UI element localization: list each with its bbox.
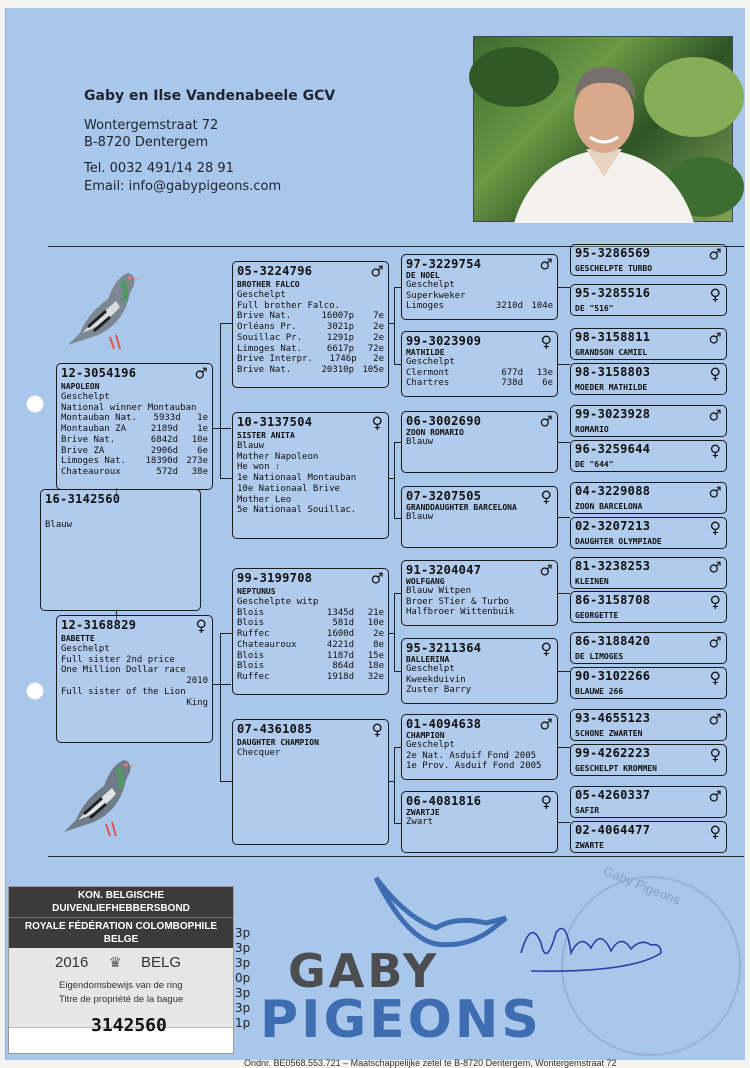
owner-name: Gaby en Ilse Vandenabeele GCV (84, 88, 336, 104)
footer-legal: Ondnr. BE0568.553.721 – Maatschappelijke zetel te B-8720 Dentergem, Wontergemstraat 72 (244, 1058, 617, 1068)
great-grandparent-card[interactable] (401, 791, 558, 853)
details: Geschelpt Clermont 677d 13e Chartres 738d 6e (406, 357, 553, 388)
great-grandparent-card[interactable] (401, 560, 558, 626)
pigeon-name: SCHONE ZWARTEN (575, 729, 643, 738)
ring-number: 99-4262223 (575, 746, 651, 760)
ring-number: 99-3023928 (575, 407, 651, 421)
ring-number: 98-3158803 (575, 365, 651, 379)
female-icon: ♀ (709, 440, 721, 462)
card-title-fr: ROYALE FÉDÉRATION COLOMBOPHILE BELGE (9, 917, 233, 948)
connector-line (558, 517, 570, 518)
ring-number: 05-3224796 (237, 264, 313, 278)
great-grandparent-card[interactable] (401, 331, 558, 397)
pigeon-name: GESCHELPTE TURBO (575, 264, 653, 273)
ring-number: 96-3259644 (575, 442, 651, 456)
paternal-grandfather-card[interactable] (232, 261, 389, 388)
punch-hole (26, 395, 44, 413)
details: Blauw Witpen Broer STier & Turbo Halfbroer Wittenbuik (406, 586, 515, 617)
details: Blauw (406, 437, 434, 447)
side-text: 3p (235, 926, 251, 940)
punch-hole (26, 682, 44, 700)
ancestor-card-gen4[interactable] (570, 405, 727, 437)
pigeon-name: DE "516" (575, 304, 614, 313)
owner-street: Wontergemstraat 72 (84, 118, 219, 133)
ring-number: 86-3188420 (575, 634, 651, 648)
pigeon-name: WOLFGANG (406, 577, 445, 586)
pigeon-name: DE NOEL (406, 271, 440, 280)
pigeon-name: GRANDDAUGHTER BARCELONA (406, 503, 517, 512)
pigeon-illustration-bottom (54, 750, 144, 845)
ring-number: 10-3137504 (237, 415, 313, 429)
ancestor-card-gen4[interactable] (570, 744, 727, 776)
male-icon: ♂ (709, 786, 721, 808)
pigeon-name: BABETTE (61, 634, 95, 643)
connector-line (389, 323, 395, 324)
details: Geschelpt Superkweker Limoges 3210d 104e (406, 280, 553, 311)
connector-line (394, 442, 395, 518)
ring-number: 90-3102266 (575, 669, 651, 683)
card-year: 2016 (55, 954, 89, 971)
male-icon: ♂ (709, 244, 721, 266)
male-icon: ♂ (195, 363, 207, 385)
pigeon-name: DAUGHTER OLYMPIADE (575, 537, 662, 546)
ancestor-card-gen4[interactable] (570, 821, 727, 853)
owner-city: B-8720 Dentergem (84, 135, 209, 150)
ring-number: 04-3229088 (575, 484, 651, 498)
card-country: BELG (141, 954, 182, 971)
female-icon: ♀ (371, 412, 383, 434)
female-icon: ♀ (709, 284, 721, 306)
male-icon: ♂ (709, 557, 721, 579)
female-icon: ♀ (540, 638, 552, 660)
female-icon: ♀ (195, 615, 207, 637)
pigeon-name: MATHILDE (406, 348, 445, 357)
connector-line (558, 442, 570, 443)
color: Blauw (45, 520, 73, 530)
ring-number: 93-4655123 (575, 711, 651, 725)
connector-line (558, 593, 570, 594)
details: Geschelpt 2e Nat. Asduif Fond 2005 1e Prov. Asduif Fond 2005 (406, 740, 542, 771)
pigeon-name: ZOON BARCELONA (575, 502, 643, 511)
pigeon-name: SISTER ANITA (237, 431, 295, 440)
ring-number: 95-3211364 (406, 641, 482, 655)
card-label-nl: Eigendomsbewijs van de ring (59, 980, 183, 991)
pigeon-name: NAPOLEON (61, 382, 100, 391)
female-icon: ♀ (709, 591, 721, 613)
ring-number: 07-4361085 (237, 722, 313, 736)
stamp-text: Gaby Pigeons (601, 863, 683, 908)
connector-line (394, 442, 401, 443)
ring-number: 06-4081816 (406, 794, 482, 808)
great-grandparent-card[interactable] (401, 411, 558, 473)
male-icon: ♂ (540, 411, 552, 433)
logo-pigeons-text: PIGEONS (260, 990, 542, 1050)
connector-line (394, 671, 401, 672)
pigeon-name: BROTHER FALCO (237, 280, 300, 289)
pigeon-name: MOEDER MATHILDE (575, 383, 648, 392)
male-icon: ♂ (540, 254, 552, 276)
male-icon: ♂ (709, 328, 721, 350)
male-icon: ♂ (709, 632, 721, 654)
ring-number: 02-4064477 (575, 823, 651, 837)
pigeon-name: GESCHELPT KROMMEN (575, 764, 657, 773)
pigeon-name: SAFIR (575, 806, 600, 815)
connector-line (394, 364, 401, 365)
ancestor-card-gen4[interactable] (570, 440, 727, 472)
ring-number: 95-3285516 (575, 286, 651, 300)
male-icon: ♂ (709, 405, 721, 427)
side-text: 0p (235, 971, 251, 985)
pigeon-name: DAUGHTER CHAMPION (237, 738, 319, 747)
maternal-grandfather-card[interactable] (232, 568, 389, 695)
bottom-divider (48, 856, 744, 857)
connector-line (389, 478, 395, 479)
ring-number: 81-3238253 (575, 559, 651, 573)
ancestor-card-gen4[interactable] (570, 667, 727, 699)
side-text: 3p (235, 941, 251, 955)
subject-pigeon-card[interactable] (40, 489, 201, 611)
ancestor-card-gen4[interactable] (570, 591, 727, 623)
pigeon-name: BALLERINA (406, 655, 450, 664)
female-icon: ♀ (540, 331, 552, 353)
connector-line (394, 593, 401, 594)
details: Checquer (237, 748, 281, 758)
female-icon: ♀ (709, 517, 721, 539)
card-title-nl: KON. BELGISCHE DUIVENLIEFHEBBERSBOND (9, 887, 233, 917)
details: Geschelpt Kweekduivin Zuster Barry (406, 664, 472, 695)
ring-number: 12-3168829 (61, 618, 137, 632)
ancestor-card-gen4[interactable] (570, 244, 727, 276)
owner-email[interactable]: Email: info@gabypigeons.com (84, 179, 282, 194)
male-icon: ♂ (709, 709, 721, 731)
female-icon: ♀ (709, 363, 721, 385)
connector-line (558, 747, 570, 748)
female-icon: ♀ (540, 791, 552, 813)
ring-number: 07-3207505 (406, 489, 482, 503)
pigeon-name: ROMARIO (575, 425, 609, 434)
card-label-fr: Titre de propriété de la bague (59, 994, 184, 1005)
great-grandparent-card[interactable] (401, 638, 558, 704)
connector-line (389, 633, 395, 634)
paternal-grandmother-card[interactable] (232, 412, 389, 539)
pigeon-name: ZWARTE (575, 841, 604, 850)
connector-line (558, 364, 570, 365)
ancestor-card-gen4[interactable] (570, 786, 727, 818)
ring-number: 12-3054196 (61, 366, 137, 380)
father-card[interactable] (56, 363, 213, 490)
ring-number: 99-3199708 (237, 571, 313, 585)
ancestor-card-gen4[interactable] (570, 284, 727, 316)
connector-line (394, 593, 395, 671)
details: Geschelpt Full sister 2nd price One Million Dollar race 2010 Full sister of the Lion King (61, 644, 208, 708)
pigeon-name: CHAMPION (406, 731, 445, 740)
connector-line (389, 781, 395, 782)
ancestor-card-gen4[interactable] (570, 557, 727, 589)
connector-line (394, 747, 395, 823)
connector-line (394, 287, 395, 364)
pigeon-name: ZOON ROMARIO (406, 428, 464, 437)
female-icon: ♀ (709, 821, 721, 843)
pigeon-name: DE LIMOGES (575, 652, 624, 661)
ring-number: 16-3142560 (45, 492, 121, 506)
connector-line (394, 823, 401, 824)
maternal-grandmother-card[interactable] (232, 719, 389, 845)
ancestor-card-gen4[interactable] (570, 517, 727, 549)
ancestor-card-gen4[interactable] (570, 482, 727, 514)
female-icon: ♀ (709, 667, 721, 689)
ring-number: 98-3158811 (575, 330, 651, 344)
ring-number: 95-3286569 (575, 246, 651, 260)
pigeon-name: KLEINEN (575, 577, 609, 586)
ancestor-card-gen4[interactable] (570, 328, 727, 360)
connector-line (558, 822, 570, 823)
side-text: 3p (235, 1001, 251, 1015)
details: Geschelpt National winner Montauban Montauban Nat. 5933d 1e Montauban ZA 2189d 1e Brive Nat. 6842d 10e Brive ZA 2906d 6e Limoges Nat. 18390d 273e Chateauroux 572d 38e (61, 392, 208, 477)
ring-number: 91-3204047 (406, 563, 482, 577)
mother-card[interactable] (56, 615, 213, 743)
male-icon: ♂ (371, 568, 383, 590)
side-text: 3p (235, 956, 251, 970)
male-icon: ♂ (709, 482, 721, 504)
female-icon: ♀ (709, 744, 721, 766)
details: Geschelpt Full brother Falco. Brive Nat. 16007p 7e Orléans Pr. 3021p 2e Souillac Pr. 1291p 2e Limoges Nat. 6617p 72e Brive Interpr. 1746p 2e Brive Nat. 20310p 105e (237, 290, 384, 375)
ring-number: 01-4094638 (406, 717, 482, 731)
ring-number: 97-3229754 (406, 257, 482, 271)
male-icon: ♂ (371, 261, 383, 283)
connector-line (394, 287, 401, 288)
ring-number: 06-3002690 (406, 414, 482, 428)
great-grandparent-card[interactable] (401, 254, 558, 320)
great-grandparent-card[interactable] (401, 486, 558, 548)
ring-number: 05-4260337 (575, 788, 651, 802)
pigeon-name: GRANDSON CAMIEL (575, 348, 648, 357)
side-text: 1p (235, 1016, 251, 1030)
ring-number: 86-3158708 (575, 593, 651, 607)
connector-line (558, 287, 570, 288)
details: Zwart (406, 817, 434, 827)
ring-number: 99-3023909 (406, 334, 482, 348)
ancestor-card-gen4[interactable] (570, 709, 727, 741)
female-icon: ♀ (540, 486, 552, 508)
owner-photo (473, 36, 733, 222)
ring-ownership-card (8, 886, 234, 1054)
side-text: 3p (235, 986, 251, 1000)
card-ring-number: 3142560 (91, 1015, 167, 1036)
pigeon-name: DE "644" (575, 460, 614, 469)
details: Geschelpte witp Blois 1345d 21e Blois 581d 10e Ruffec 1600d 2e Chateauroux 4221d 8e Blois 1187d 15e Blois 864d 18e Ruffec 1918d 32e (237, 597, 384, 682)
connector-line (394, 747, 401, 748)
crown-icon: ♛ (109, 954, 122, 970)
details: Blauw Mother Napoleon He won : 1e Nationaal Montauban 10e Nationaal Brive Mother Leo 5e Nationaal Souillac. (237, 441, 357, 516)
connector-line (394, 518, 401, 519)
male-icon: ♂ (540, 714, 552, 736)
pigeon-name: ZWARTJE (406, 808, 440, 817)
female-icon: ♀ (371, 719, 383, 741)
pigeon-name: GEORGETTE (575, 611, 619, 620)
male-icon: ♂ (540, 560, 552, 582)
logo-gaby-text: GABY (288, 944, 440, 998)
pigeon-name: BLAUWE 266 (575, 687, 624, 696)
connector-line (558, 671, 570, 672)
details: Blauw (406, 512, 434, 522)
owner-phone: Tel. 0032 491/14 28 91 (84, 161, 234, 176)
ancestor-card-gen4[interactable] (570, 363, 727, 395)
signature (511, 913, 671, 983)
ancestor-card-gen4[interactable] (570, 632, 727, 664)
pigeon-illustration-top (58, 263, 148, 358)
great-grandparent-card[interactable] (401, 714, 558, 780)
pigeon-name: NEPTUNUS (237, 587, 276, 596)
ring-number: 02-3207213 (575, 519, 651, 533)
